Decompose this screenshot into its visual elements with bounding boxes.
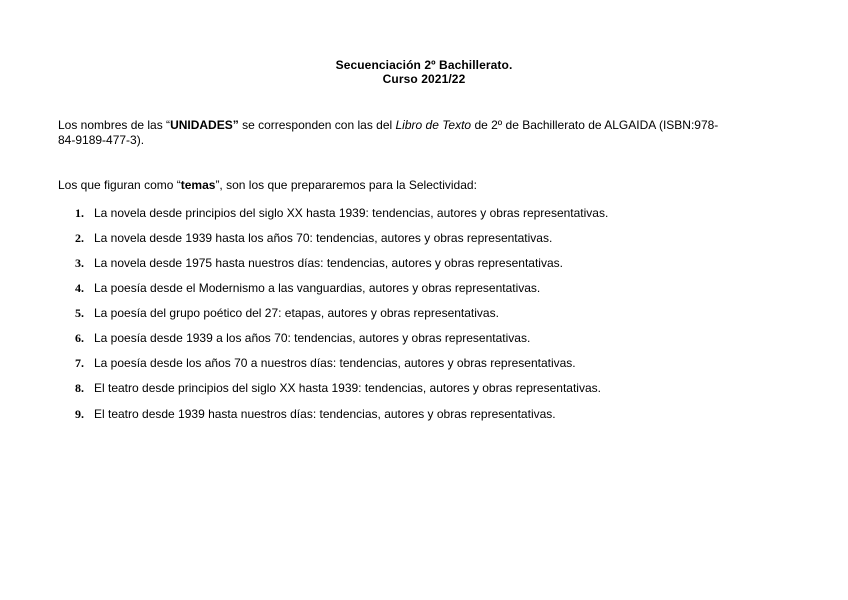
intro-text-1: Los nombres de las “: [58, 118, 171, 132]
intro-text-2: se corresponden con las del: [238, 118, 396, 132]
list-item-number: 7.: [75, 356, 84, 370]
list-item-text: La poesía desde el Modernismo a las vanguardias, autores y obras representativas.: [94, 281, 541, 295]
list-item-text: La novela desde 1975 hasta nuestros días: tendencias, autores y obras representativas.: [94, 256, 563, 270]
intro-text-3: de 2º de Bachillerato de ALGAIDA (ISBN:978-: [471, 118, 719, 132]
document-title: Secuenciación 2º Bachillerato.: [335, 58, 513, 72]
document-subtitle: Curso 2021/22: [382, 72, 466, 86]
list-item: [0, 330, 848, 346]
intro-paragraph: [58, 118, 798, 148]
list-item: [0, 205, 848, 221]
list-item-text: La poesía desde los años 70 a nuestros días: tendencias, autores y obras representativas.: [94, 356, 576, 370]
units-emphasis: UNIDADES”: [170, 118, 239, 132]
list-item: [0, 230, 848, 246]
list-item-number: 9.: [75, 407, 84, 421]
temas-text-1: Los que figuran como “: [58, 178, 181, 192]
list-item: [0, 280, 848, 296]
list-item-text: El teatro desde 1939 hasta nuestros días: tendencias, autores y obras representativas.: [94, 407, 556, 421]
list-item-text: El teatro desde principios del siglo XX hasta 1939: tendencias, autores y obras representativas.: [94, 381, 601, 395]
list-item-number: 6.: [75, 331, 84, 345]
list-item-text: La novela desde principios del siglo XX hasta 1939: tendencias, autores y obras representativas.: [94, 206, 609, 220]
list-item: [0, 380, 848, 396]
intro-text-4: 84-9189-477-3).: [58, 133, 145, 147]
book-title: Libro de Texto: [395, 118, 472, 132]
list-item-text: La novela desde 1939 hasta los años 70: tendencias, autores y obras representativas.: [94, 231, 553, 245]
list-item-text: La poesía del grupo poético del 27: etapas, autores y obras representativas.: [94, 306, 499, 320]
temas-paragraph: [58, 178, 798, 193]
temas-emphasis: temas: [180, 178, 216, 192]
list-item-number: 8.: [75, 381, 84, 395]
list-item-number: 5.: [75, 306, 84, 320]
temas-text-2: ”, son los que prepararemos para la Selectividad:: [215, 178, 477, 192]
list-item: [0, 355, 848, 371]
list-item-number: 1.: [75, 206, 84, 220]
list-item-number: 2.: [75, 231, 84, 245]
list-item-number: 3.: [75, 256, 84, 270]
list-item: [0, 305, 848, 321]
list-item-text: La poesía desde 1939 a los años 70: tendencias, autores y obras representativas.: [94, 331, 531, 345]
list-item: [0, 255, 848, 271]
list-item: [0, 406, 848, 422]
list-item-number: 4.: [75, 281, 84, 295]
